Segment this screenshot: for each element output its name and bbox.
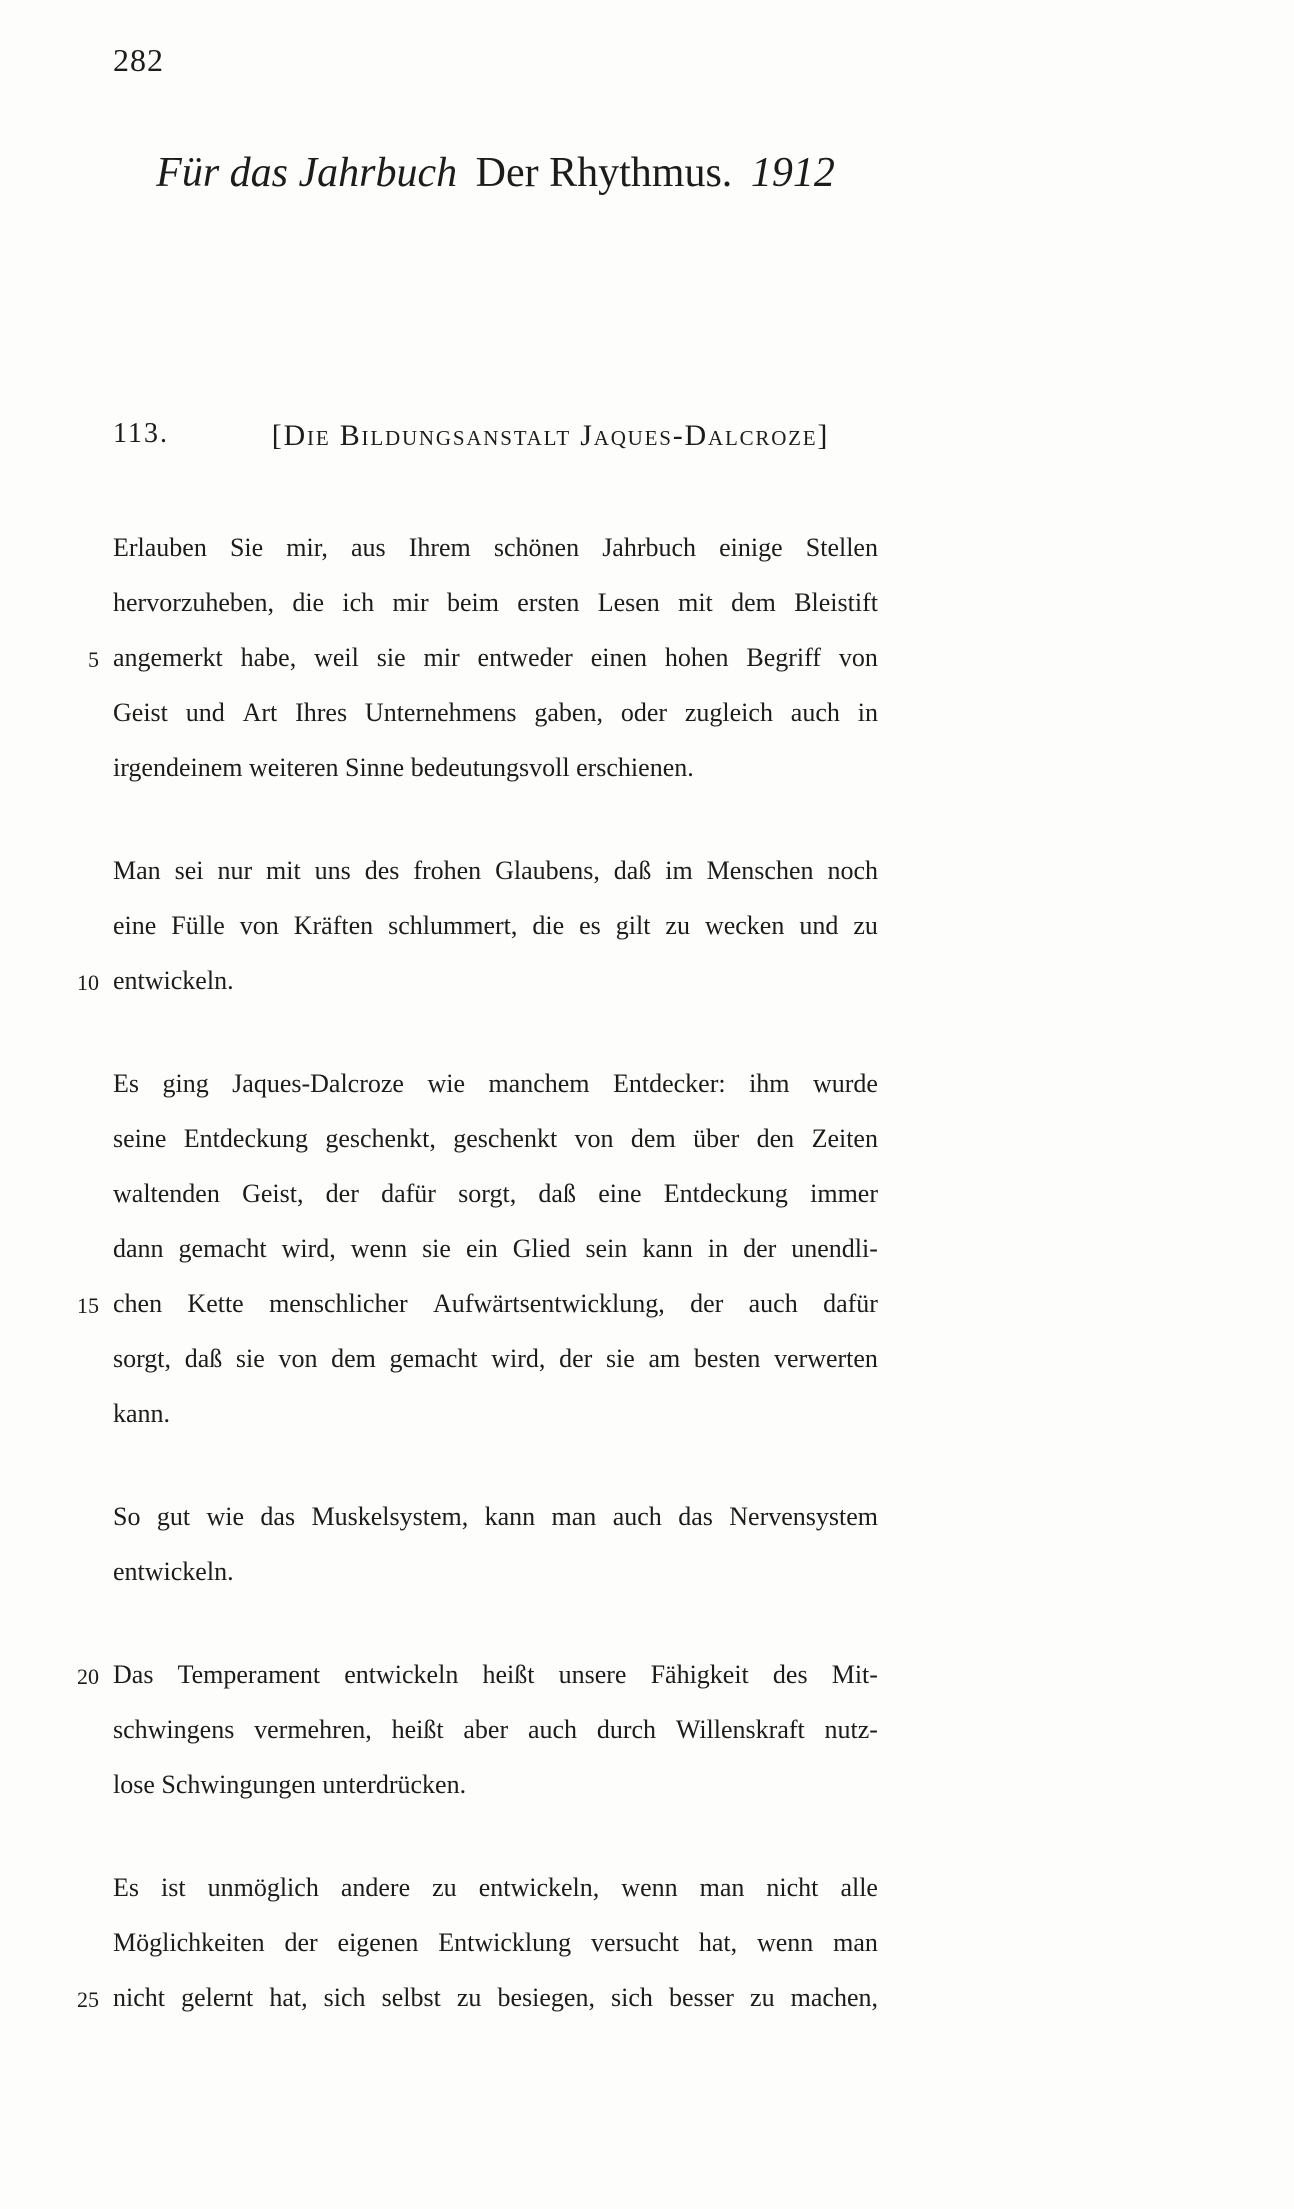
word: Geist bbox=[113, 698, 168, 727]
word: Glaubens, bbox=[495, 856, 600, 885]
word: entwickeln, bbox=[478, 1873, 600, 1902]
word: heißt bbox=[482, 1660, 535, 1689]
word: Kette bbox=[187, 1289, 244, 1318]
word: entwickeln bbox=[344, 1660, 459, 1689]
word: sich bbox=[323, 1983, 366, 2012]
word: chen bbox=[113, 1289, 163, 1318]
word: Entwicklung bbox=[438, 1928, 572, 1957]
word: von bbox=[574, 1124, 614, 1153]
word: unendli- bbox=[791, 1234, 878, 1263]
word: der bbox=[743, 1234, 777, 1263]
word: in bbox=[707, 1234, 729, 1263]
word: sei bbox=[174, 856, 204, 885]
word: gemacht bbox=[178, 1234, 267, 1263]
word: daß bbox=[184, 1344, 223, 1373]
word: nur bbox=[217, 856, 253, 885]
word: wecken bbox=[704, 911, 785, 940]
word: kann bbox=[484, 1502, 536, 1531]
word: wird, bbox=[491, 1344, 546, 1373]
word: der bbox=[325, 1179, 359, 1208]
word: in bbox=[857, 698, 878, 727]
word: über bbox=[693, 1124, 740, 1153]
word: Entdecker: bbox=[613, 1069, 726, 1098]
text-line bbox=[113, 843, 878, 898]
word: mir, bbox=[286, 533, 328, 562]
word: gelernt bbox=[181, 1983, 254, 2012]
word: Lesen bbox=[597, 588, 660, 617]
word: besser bbox=[668, 1983, 734, 2012]
word: und bbox=[799, 911, 839, 940]
word: seine bbox=[113, 1124, 167, 1153]
word: Es bbox=[113, 1873, 139, 1902]
word: Ihres bbox=[295, 698, 348, 727]
section-number: 113. bbox=[113, 418, 169, 449]
text-line: irgendeinem weiteren Sinne bedeutungsvoll erschienen. bbox=[113, 753, 694, 782]
word: zu bbox=[853, 911, 878, 940]
text-line bbox=[113, 1276, 878, 1331]
word: nicht bbox=[766, 1873, 819, 1902]
word: daß bbox=[613, 856, 652, 885]
word: Sie bbox=[229, 533, 264, 562]
word: uns bbox=[314, 856, 351, 885]
word: zu bbox=[456, 1983, 482, 2012]
text-line: entwickeln. bbox=[113, 1557, 234, 1586]
text-line bbox=[113, 1915, 878, 1970]
word: sein bbox=[585, 1234, 628, 1263]
word: Jahrbuch bbox=[602, 533, 697, 562]
word: Art bbox=[242, 698, 278, 727]
word: es bbox=[579, 911, 601, 940]
word: verwerten bbox=[773, 1344, 878, 1373]
word: gut bbox=[156, 1502, 191, 1531]
text-line bbox=[113, 1166, 878, 1221]
word: ist bbox=[161, 1873, 186, 1902]
word: mir bbox=[423, 643, 460, 672]
word: Fähigkeit bbox=[650, 1660, 749, 1689]
word: sie bbox=[376, 643, 406, 672]
word: Begriff bbox=[746, 643, 821, 672]
word: Stellen bbox=[805, 533, 878, 562]
word: nicht bbox=[113, 1983, 165, 2012]
word: man bbox=[833, 1928, 878, 1957]
word: daß bbox=[538, 1179, 576, 1208]
paragraph bbox=[77, 843, 878, 1008]
word: hat, bbox=[269, 1983, 308, 2012]
word: wenn bbox=[350, 1234, 408, 1263]
word: sie bbox=[605, 1344, 635, 1373]
text-line bbox=[113, 1331, 878, 1386]
word: auch bbox=[790, 698, 840, 727]
text-line bbox=[113, 1702, 878, 1757]
word: mir bbox=[392, 588, 429, 617]
word: von bbox=[278, 1344, 318, 1373]
text-line bbox=[113, 1221, 878, 1276]
word: alle bbox=[840, 1873, 878, 1902]
word: aber bbox=[463, 1715, 509, 1744]
word: Das bbox=[113, 1660, 154, 1689]
word: wird, bbox=[281, 1234, 336, 1263]
word: Glied bbox=[512, 1234, 571, 1263]
word: versucht bbox=[590, 1928, 680, 1957]
word: Geist, bbox=[242, 1179, 304, 1208]
word: hat, bbox=[698, 1928, 738, 1957]
word: Menschen bbox=[706, 856, 814, 885]
word: andere bbox=[340, 1873, 411, 1902]
margin-line-number: 15 bbox=[77, 1293, 99, 1318]
word: von bbox=[838, 643, 878, 672]
word: Möglichkeiten bbox=[113, 1928, 265, 1957]
word: sorgt, bbox=[113, 1344, 172, 1373]
word: dann bbox=[113, 1234, 164, 1263]
word: schlummert, bbox=[388, 911, 518, 940]
word: nutz- bbox=[824, 1715, 878, 1744]
word: geschenkt, bbox=[325, 1124, 436, 1153]
word: Zeiten bbox=[811, 1124, 878, 1153]
word: das bbox=[678, 1502, 713, 1531]
section-title: [Die Bildungsanstalt Jaques-Dalcroze] bbox=[271, 419, 830, 452]
word: Ihrem bbox=[408, 533, 471, 562]
word: vermehren, bbox=[254, 1715, 372, 1744]
word: und bbox=[185, 698, 225, 727]
word: wie bbox=[427, 1069, 465, 1098]
word: ging bbox=[162, 1069, 209, 1098]
word: Entdeckung bbox=[663, 1179, 788, 1208]
paragraph bbox=[113, 1489, 878, 1599]
word: eine bbox=[113, 911, 157, 940]
word: hervorzuheben, bbox=[113, 588, 274, 617]
word: Entdeckung bbox=[183, 1124, 308, 1153]
word: Es bbox=[113, 1069, 139, 1098]
word: wie bbox=[206, 1502, 245, 1531]
word: zu bbox=[665, 911, 690, 940]
word: Erlauben bbox=[113, 533, 207, 562]
word: machen, bbox=[790, 1983, 878, 2012]
word: oder bbox=[620, 698, 668, 727]
word: einen bbox=[590, 643, 648, 672]
text-line bbox=[113, 685, 878, 740]
word: wurde bbox=[813, 1069, 878, 1098]
running-head-work-title: Für das Jahrbuch bbox=[156, 150, 458, 196]
margin-line-number: 10 bbox=[77, 970, 99, 995]
running-head-year: 1912 bbox=[750, 150, 835, 196]
word: kann bbox=[642, 1234, 693, 1263]
word: Muskelsystem, bbox=[311, 1502, 469, 1531]
word: sich bbox=[611, 1983, 653, 2012]
word: der bbox=[690, 1289, 724, 1318]
margin-line-number: 5 bbox=[88, 647, 99, 672]
word: der bbox=[284, 1928, 318, 1957]
word: schwingens bbox=[113, 1715, 235, 1744]
word: von bbox=[239, 911, 279, 940]
word: manchem bbox=[488, 1069, 590, 1098]
word: ich bbox=[342, 588, 375, 617]
word: entweder bbox=[477, 643, 573, 672]
text-line: entwickeln. bbox=[113, 966, 234, 995]
word: besiegen, bbox=[497, 1983, 595, 2012]
word: Unternehmens bbox=[364, 698, 517, 727]
word: sie bbox=[422, 1234, 451, 1263]
word: am bbox=[648, 1344, 681, 1373]
word: unsere bbox=[558, 1660, 627, 1689]
word: mit bbox=[266, 856, 301, 885]
text-line bbox=[113, 1489, 878, 1544]
text-line bbox=[113, 1056, 878, 1111]
text-line bbox=[113, 1647, 878, 1702]
word: zu bbox=[432, 1873, 457, 1902]
word: selbst bbox=[381, 1983, 441, 2012]
word: die bbox=[532, 911, 565, 940]
word: zugleich bbox=[684, 698, 773, 727]
word: ein bbox=[465, 1234, 498, 1263]
text-line bbox=[113, 1860, 878, 1915]
word: unmöglich bbox=[207, 1873, 319, 1902]
word: sie bbox=[235, 1344, 265, 1373]
word: Bleistift bbox=[794, 588, 878, 617]
word: einige bbox=[719, 533, 783, 562]
word: frohen bbox=[413, 856, 482, 885]
paragraph bbox=[77, 1647, 878, 1812]
word: ihm bbox=[749, 1069, 790, 1098]
paragraph bbox=[88, 520, 878, 795]
word: eine bbox=[598, 1179, 642, 1208]
word: angemerkt bbox=[113, 643, 223, 672]
text-line bbox=[113, 898, 878, 953]
word: gemacht bbox=[389, 1344, 478, 1373]
word: wenn bbox=[756, 1928, 814, 1957]
word: dem bbox=[331, 1344, 376, 1373]
text-line bbox=[113, 630, 878, 685]
page-number: 282 bbox=[113, 42, 164, 78]
word: auch bbox=[612, 1502, 662, 1531]
word: wenn bbox=[621, 1873, 678, 1902]
word: heißt bbox=[391, 1715, 444, 1744]
word: dafür bbox=[823, 1289, 878, 1318]
word: Aufwärtsentwicklung, bbox=[433, 1289, 665, 1318]
word: hohen bbox=[664, 643, 729, 672]
word: durch bbox=[596, 1715, 657, 1744]
word: geschenkt bbox=[453, 1124, 558, 1153]
word: dafür bbox=[381, 1179, 436, 1208]
text-line bbox=[113, 1111, 878, 1166]
word: Kräften bbox=[293, 911, 374, 940]
word: Nervensystem bbox=[729, 1502, 878, 1531]
word: mit bbox=[678, 588, 713, 617]
word: eigenen bbox=[337, 1928, 419, 1957]
word: Jaques-Dalcroze bbox=[232, 1069, 404, 1098]
section-heading-row bbox=[113, 412, 878, 467]
word: So bbox=[113, 1502, 141, 1531]
word: man bbox=[551, 1502, 597, 1531]
word: weil bbox=[314, 643, 359, 672]
word: man bbox=[699, 1873, 745, 1902]
text-line: lose Schwingungen unterdrücken. bbox=[113, 1770, 467, 1799]
word: Temperament bbox=[177, 1660, 321, 1689]
word: dem bbox=[630, 1124, 676, 1153]
running-head bbox=[113, 148, 878, 198]
word: der bbox=[559, 1344, 593, 1373]
word: noch bbox=[827, 856, 878, 885]
word: das bbox=[260, 1502, 296, 1531]
word: besten bbox=[693, 1344, 761, 1373]
word: gilt bbox=[615, 911, 651, 940]
word: schönen bbox=[493, 533, 580, 562]
word: waltenden bbox=[113, 1179, 220, 1208]
word: die bbox=[292, 588, 325, 617]
text-line: kann. bbox=[113, 1399, 171, 1428]
text-line bbox=[113, 520, 878, 575]
word: sorgt, bbox=[458, 1179, 517, 1208]
paragraph bbox=[77, 1056, 878, 1441]
word: beim bbox=[446, 588, 499, 617]
paragraph bbox=[77, 1860, 878, 2025]
margin-line-number: 25 bbox=[77, 1987, 99, 2012]
word: zu bbox=[750, 1983, 775, 2012]
text-line bbox=[113, 575, 878, 630]
body-text bbox=[77, 520, 878, 2025]
word: auch bbox=[748, 1289, 798, 1318]
running-head-journal-title: Der Rhythmus. bbox=[475, 150, 733, 196]
word: immer bbox=[810, 1179, 878, 1208]
word: dem bbox=[731, 588, 776, 617]
word: ersten bbox=[517, 588, 580, 617]
word: auch bbox=[527, 1715, 578, 1744]
word: gaben, bbox=[534, 698, 603, 727]
word: menschlicher bbox=[269, 1289, 408, 1318]
word: Willenskraft bbox=[675, 1715, 805, 1744]
word: Mit- bbox=[831, 1660, 878, 1689]
word: im bbox=[665, 856, 693, 885]
word: aus bbox=[350, 533, 386, 562]
word: Man bbox=[113, 856, 161, 885]
word: Fülle bbox=[171, 911, 225, 940]
word: habe, bbox=[240, 643, 297, 672]
word: den bbox=[756, 1124, 795, 1153]
word: des bbox=[772, 1660, 808, 1689]
word: des bbox=[364, 856, 400, 885]
text-line bbox=[113, 1970, 878, 2025]
margin-line-number: 20 bbox=[77, 1664, 99, 1689]
